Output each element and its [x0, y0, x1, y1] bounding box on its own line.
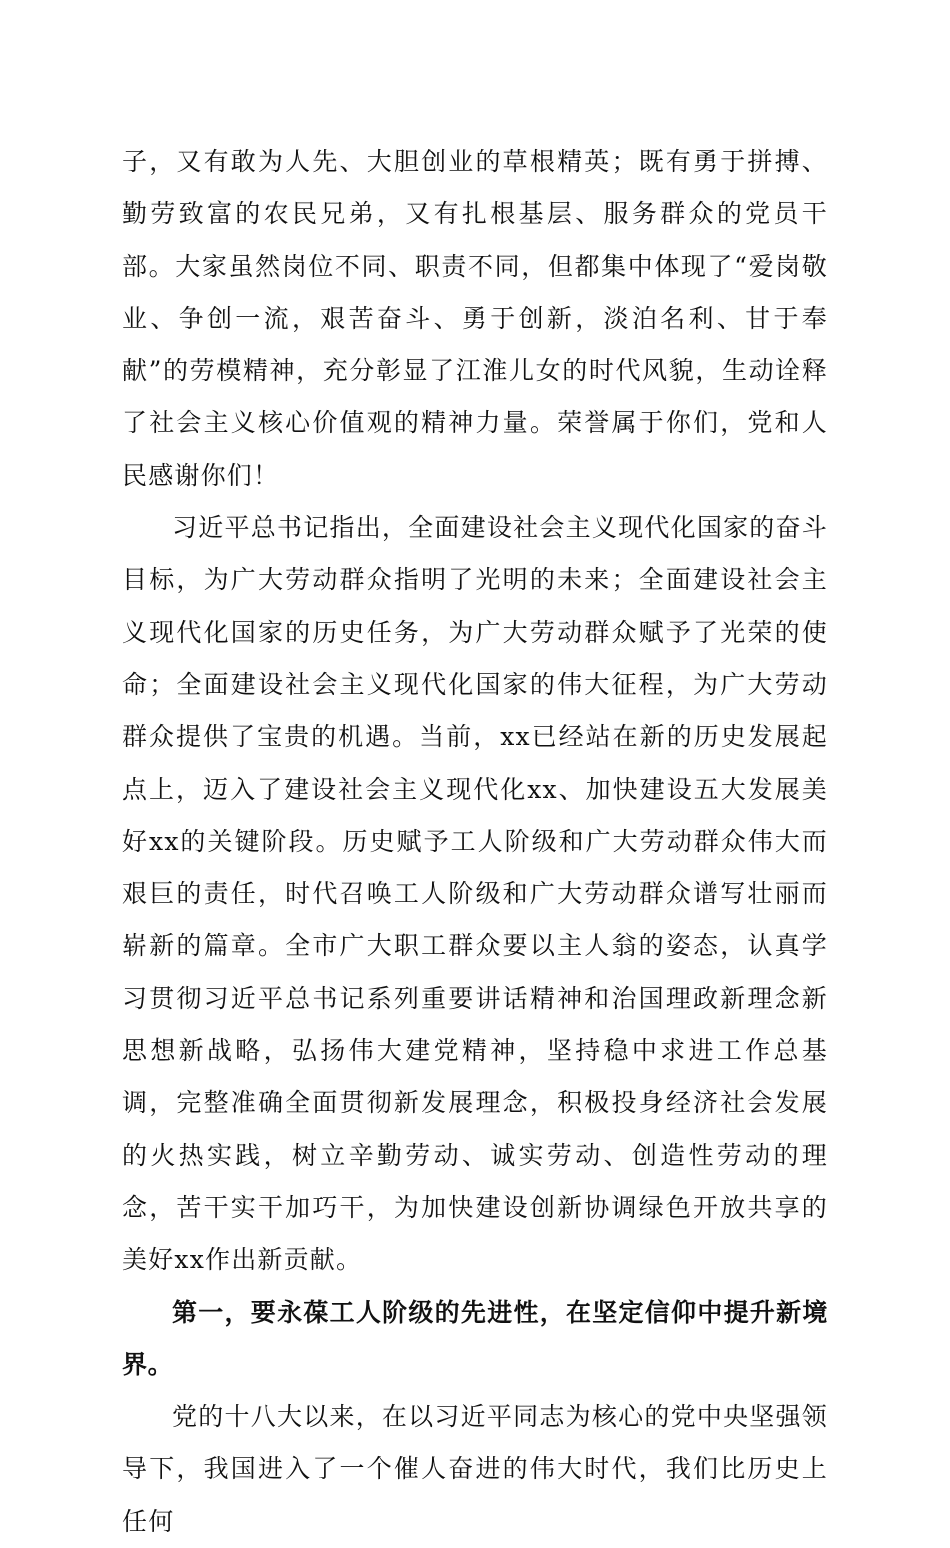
- document-body: [122, 136, 828, 1548]
- section-heading-first: 第一，要永葆工人阶级的先进性，在坚定信仰中提升新境界。: [122, 1297, 828, 1379]
- paragraph-continuation: 子，又有敢为人先、大胆创业的草根精英；既有勇于拼搏、勤劳致富的农民兄弟，又有扎根基层、服务群众的党员干部。大家虽然岗位不同、职责不同，但都集中体现了“爱岗敬业、争创一流，艰苦奋斗、勇于创新，淡泊名利、甘于奉献”的劳模精神，充分彰显了江淮儿女的时代风貌，生动诠释了社会主义核心价值观的精神力量。荣誉属于你们，党和人民感谢你们！: [122, 147, 828, 490]
- paragraph-eighteenth-congress: 党的十八大以来，在以习近平同志为核心的党中央坚强领导下，我国进入了一个催人奋进的伟大时代，我们比历史上任何: [122, 1402, 828, 1536]
- paragraph-general-secretary: 习近平总书记指出，全面建设社会主义现代化国家的奋斗目标，为广大劳动群众指明了光明的未来；全面建设社会主义现代化国家的历史任务，为广大劳动群众赋予了光荣的使命；全面建设社会主义现代化国家的伟大征程，为广大劳动群众提供了宝贵的机遇。当前，xx已经站在新的历史发展起点上，迈入了建设社会主义现代化xx、加快建设五大发展美好xx的关键阶段。历史赋予工人阶级和广大劳动群众伟大而艰巨的责任，时代召唤工人阶级和广大劳动群众谱写壮丽而崭新的篇章。全市广大职工群众要以主人翁的姿态，认真学习贯彻习近平总书记系列重要讲话精神和治国理政新理念新思想新战略，弘扬伟大建党精神，坚持稳中求进工作总基调，完整准确全面贯彻新发展理念，积极投身经济社会发展的火热实践，树立辛勤劳动、诚实劳动、创造性劳动的理念，苦干实干加巧干，为加快建设创新协调绿色开放共享的美好xx作出新贡献。: [122, 513, 828, 1275]
